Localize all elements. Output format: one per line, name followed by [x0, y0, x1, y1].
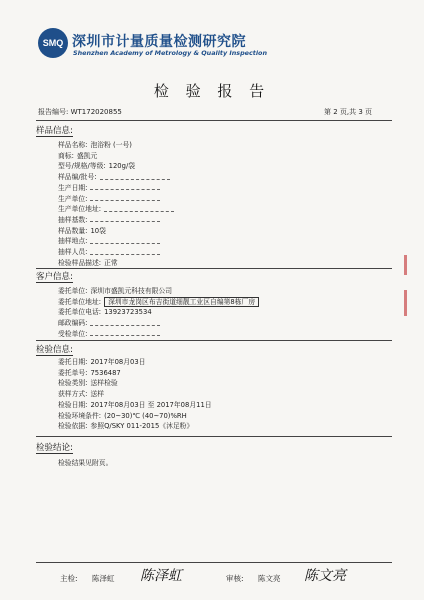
field-value [90, 330, 160, 338]
field-value: (20~30)℃ (40~70)%RH [104, 411, 187, 420]
field-row [58, 139, 132, 149]
field-label: 生产日期: [58, 183, 88, 192]
field-value: 正常 [104, 258, 118, 267]
field-row [58, 296, 259, 306]
report-title: 检 验 报 告 [153, 82, 271, 100]
field-value: 7536487 [90, 368, 121, 377]
field-row [58, 399, 212, 409]
conclusion-heading: 检验结论: [36, 443, 73, 453]
field-label: 委托单位电话: [58, 308, 102, 317]
field-label: 委托单号: [58, 368, 88, 377]
field-label: 邮政编码: [58, 319, 88, 328]
field-row [58, 410, 187, 420]
field-value: 送样检验 [90, 379, 118, 388]
margin-stamp-mark [404, 290, 407, 316]
field-label: 型号/规格/等级: [58, 162, 106, 171]
field-row [58, 285, 172, 295]
field-label: 获样方式: [58, 390, 88, 399]
report-number [38, 107, 122, 117]
main-inspector-signature: 陈泽虹 [140, 568, 182, 584]
field-value [90, 237, 160, 245]
field-row [58, 171, 170, 181]
sample-heading: 样品信息: [36, 126, 73, 136]
institute-name: 深圳市计量质量检测研究院 [72, 34, 246, 50]
field-label: 抽样人员: [58, 248, 88, 256]
field-label: 检验日期: [58, 400, 88, 409]
margin-stamp-mark [404, 255, 407, 275]
field-label: 生产单位: [58, 194, 88, 203]
field-value: 2017年08月03日 至 2017年08月11日 [90, 400, 212, 409]
empty-value-line [90, 239, 160, 244]
field-row [58, 328, 160, 338]
field-label: 样品数量: [58, 226, 88, 235]
reviewer-name: 陈文亮 [258, 574, 281, 583]
field-value: 13923723534 [104, 308, 152, 317]
field-value [104, 205, 174, 213]
field-row [58, 235, 160, 245]
field-label: 样品名称: [58, 141, 88, 149]
field-value [90, 216, 160, 224]
field-row [58, 193, 160, 203]
empty-value-line [90, 321, 160, 326]
field-row [58, 356, 145, 366]
empty-value-line [104, 207, 174, 212]
empty-value-line [90, 217, 160, 222]
field-value: 参照Q/SKY 011-2015《沐足粉》 [90, 422, 194, 431]
field-value: 2017年08月03日 [90, 358, 146, 366]
field-row [58, 160, 135, 170]
signature-divider [36, 562, 392, 563]
empty-value-line [90, 331, 160, 336]
field-row [58, 377, 118, 387]
field-label: 抽样地点: [58, 237, 88, 246]
client-divider [36, 340, 392, 341]
field-label: 生产单位地址: [58, 205, 102, 214]
inspection-heading: 检验信息: [36, 345, 73, 355]
field-value: 泡浴粉 (一号) [90, 141, 132, 149]
field-value [90, 195, 160, 203]
field-row [58, 420, 193, 430]
field-row [58, 150, 97, 160]
field-label: 商标: [58, 151, 74, 160]
field-row [58, 214, 160, 224]
field-row [58, 257, 118, 267]
field-value: 盛凯元 [76, 151, 98, 160]
field-row [58, 388, 104, 398]
field-value: 深圳市盛凯元科技有限公司 [90, 287, 173, 295]
empty-value-line [90, 196, 160, 201]
field-row [58, 182, 160, 192]
main-inspector-label: 主检: [60, 574, 78, 583]
field-row [58, 367, 121, 377]
field-label: 检验样品描述: [58, 258, 102, 267]
field-label: 检验依据: [58, 422, 88, 431]
field-value: 深圳市龙岗区布吉街道细靓工业区自编第8栋厂房 [104, 297, 259, 307]
field-label: 委托单位: [58, 287, 88, 295]
field-label: 检验类别: [58, 379, 88, 388]
header-divider [36, 120, 392, 121]
page-info: 第 2 页,共 3 页 [324, 108, 373, 116]
reviewer-signature: 陈文亮 [304, 568, 346, 584]
field-label: 委托单位地址: [58, 297, 102, 306]
field-value [90, 319, 160, 327]
field-row [58, 225, 106, 235]
inspection-divider [36, 436, 392, 437]
field-value: 送样 [90, 390, 105, 399]
field-row [58, 203, 174, 213]
field-row [58, 317, 160, 327]
empty-value-line [90, 185, 160, 190]
client-heading: 客户信息: [36, 272, 73, 282]
empty-value-line [100, 175, 170, 180]
field-value: 10袋 [90, 226, 106, 235]
field-value [90, 184, 160, 192]
field-label: 样品编/批号: [58, 173, 97, 182]
field-label: 受检单位: [58, 329, 88, 338]
field-row [58, 246, 160, 256]
field-value [100, 173, 170, 181]
institute-logo: SMQ [38, 28, 68, 58]
field-label: 委托日期: [58, 358, 88, 366]
report-number-value: WT172020855 [70, 108, 122, 116]
report-number-label: 报告编号: [38, 108, 69, 116]
institute-name-en: Shenzhen Academy of Metrology & Quality Inspection [73, 49, 267, 57]
field-row [58, 306, 152, 316]
main-inspector-name: 陈泽虹 [92, 574, 115, 583]
empty-value-line [90, 250, 160, 255]
field-label: 检验环境条件: [58, 411, 102, 420]
field-label: 抽样基数: [58, 215, 88, 224]
reviewer-label: 审核: [226, 574, 244, 583]
field-value: 120g/袋 [108, 162, 136, 171]
conclusion-text: 检验结果见附页。 [58, 459, 113, 467]
sample-divider [36, 268, 392, 269]
field-value [90, 248, 160, 256]
